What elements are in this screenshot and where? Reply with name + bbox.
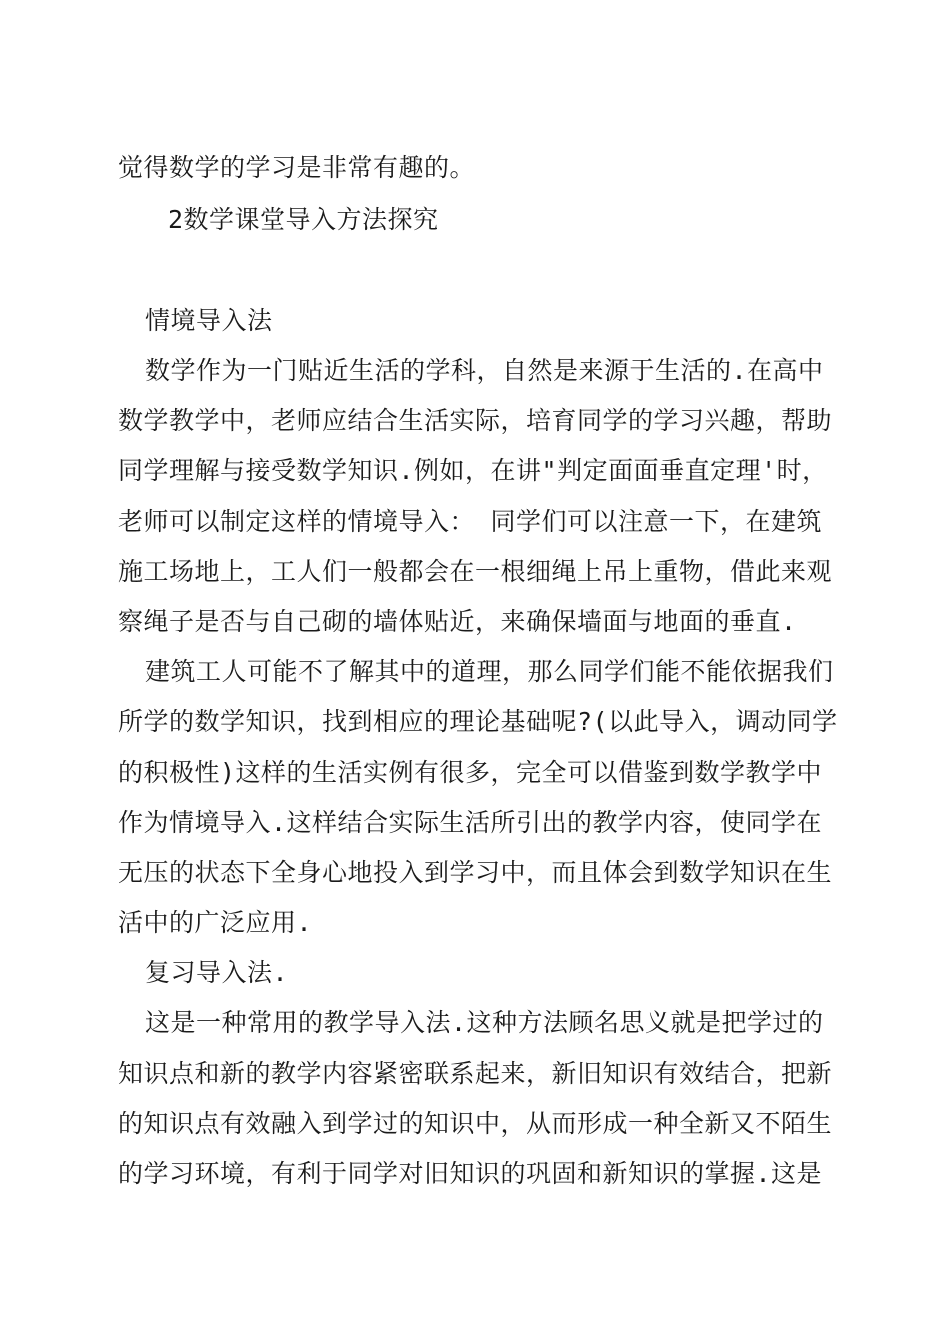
paragraph-line: 建筑工人可能不了解其中的道理，那么同学们能不能依据我们 xyxy=(145,657,834,686)
paragraph-line: 的积极性)这样的生活实例有很多，完全可以借鉴到数学教学中 xyxy=(118,758,823,787)
paragraph-line: 数学教学中，老师应结合生活实际，培育同学的学习兴趣，帮助 xyxy=(118,406,833,435)
paragraph-line: 的知识点有效融入到学过的知识中，从而形成一种全新又不陌生 xyxy=(118,1109,833,1138)
paragraph-line: 知识点和新的教学内容紧密联系起来，新旧知识有效结合，把新 xyxy=(118,1059,833,1088)
paragraph-line: 施工场地上，工人们一般都会在一根细绳上吊上重物，借此来观 xyxy=(118,557,833,586)
paragraph-line: 老师可以制定这样的情境导入： 同学们可以注意一下，在建筑 xyxy=(118,507,823,536)
intro-tail-line: 觉得数学的学习是非常有趣的。 xyxy=(118,153,476,182)
paragraph-line: 同学理解与接受数学知识.例如，在讲"判定面面垂直定理'时， xyxy=(118,456,828,485)
subsection-title-situational: 情境导入法 xyxy=(145,306,273,335)
subsection-title-review: 复习导入法. xyxy=(145,958,289,987)
paragraph-line: 数学作为一门贴近生活的学科，自然是来源于生活的.在高中 xyxy=(145,356,824,385)
paragraph-line: 的学习环境，有利于同学对旧知识的巩固和新知识的掌握.这是 xyxy=(118,1159,823,1188)
section-heading: 2数学课堂导入方法探究 xyxy=(168,205,439,234)
paragraph-line: 作为情境导入.这样结合实际生活所引出的教学内容，使同学在 xyxy=(118,808,823,837)
paragraph-line: 所学的数学知识，找到相应的理论基础呢?(以此导入，调动同学 xyxy=(118,707,838,736)
paragraph-line: 无压的状态下全身心地投入到学习中，而且体会到数学知识在生 xyxy=(118,858,833,887)
paragraph-line: 察绳子是否与自己砌的墙体贴近，来确保墙面与地面的垂直. xyxy=(118,607,797,636)
paragraph-line: 活中的广泛应用. xyxy=(118,908,313,937)
paragraph-line: 这是一种常用的教学导入法.这种方法顾名思义就是把学过的 xyxy=(145,1008,824,1037)
